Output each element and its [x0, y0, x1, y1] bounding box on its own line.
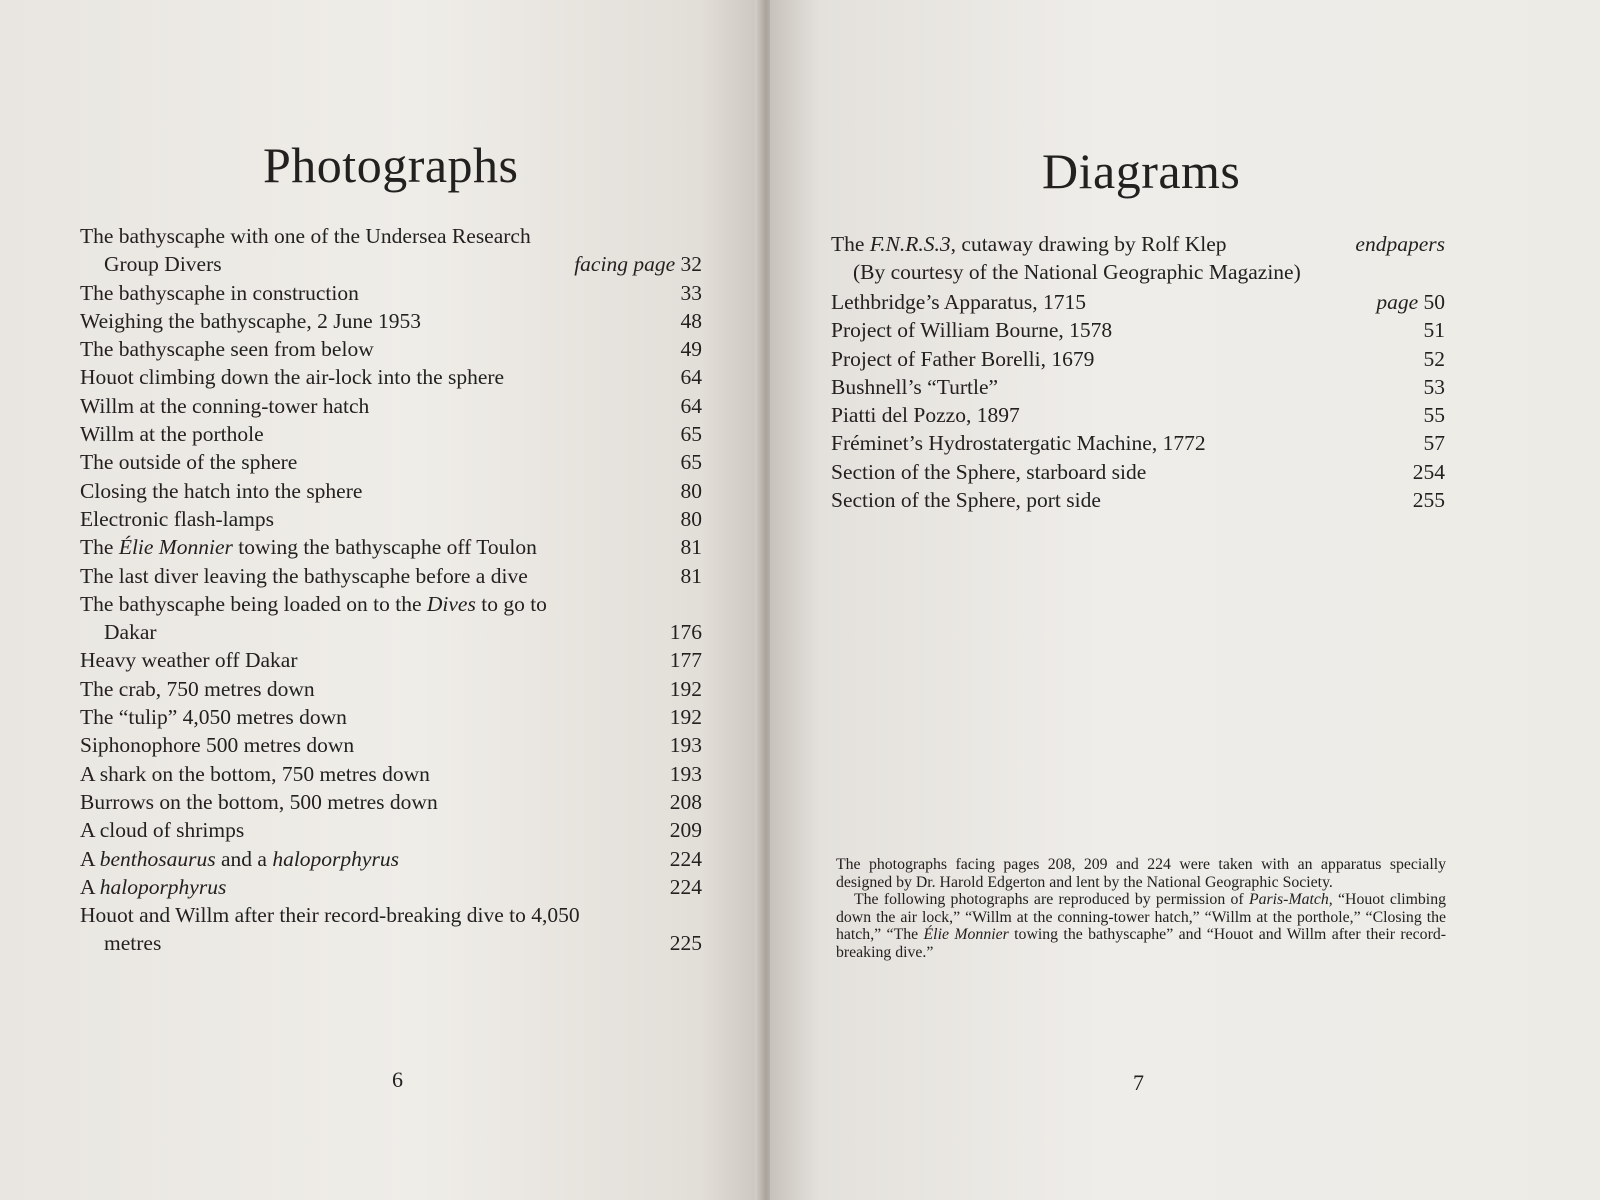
- entry-title: The crab, 750 metres down: [80, 676, 315, 701]
- entry-page: [670, 873, 702, 901]
- entry-page: [681, 448, 703, 476]
- list-item: [80, 816, 702, 844]
- list-item: [80, 392, 702, 420]
- list-item: [80, 703, 702, 731]
- entry-page-number: 224: [669, 874, 702, 899]
- list-item: [80, 731, 702, 759]
- entry-page-number: 193: [669, 761, 702, 786]
- entry-title: Project of Father Borelli, 1679: [831, 346, 1095, 371]
- entry-title: The F.N.R.S.3, cutaway drawing by Rolf Klep: [831, 232, 1227, 256]
- entry-page-number: 192: [669, 676, 702, 701]
- list-item: [831, 486, 1445, 514]
- entry-title: The outside of the sphere: [80, 450, 298, 475]
- list-item: [80, 562, 702, 590]
- entry-page: [1413, 458, 1445, 486]
- entry-page-number: 64: [680, 393, 702, 418]
- list-item: [831, 373, 1445, 401]
- credits-paragraph-1: The photographs facing pages 208, 209 and 224 were taken with an apparatus specially designed by Dr. Harold Edgerton and lent by the National Geographic Society.: [836, 856, 1446, 891]
- entry-title: Closing the hatch into the sphere: [80, 478, 363, 503]
- list-item: [80, 533, 702, 561]
- entry-page: [574, 250, 702, 278]
- entry-page-number: 33: [680, 280, 702, 305]
- entry-title: A cloud of shrimps: [80, 818, 245, 843]
- entry-page-number: 81: [680, 563, 702, 588]
- list-item: [80, 590, 702, 647]
- entry-page-number: 192: [669, 705, 702, 730]
- list-item: [80, 760, 702, 788]
- entry-page: [681, 279, 703, 307]
- entry-title: Electronic flash-lamps: [80, 506, 275, 531]
- entry-title: Willm at the conning-tower hatch: [80, 393, 370, 418]
- list-item: [831, 458, 1445, 486]
- entry-page-number: 80: [680, 506, 702, 531]
- list-item: [831, 288, 1445, 316]
- entry-title: Houot and Willm after their record-breaking dive to 4,050: [80, 903, 580, 928]
- entry-page: [1424, 316, 1446, 344]
- entry-title: The bathyscaphe in construction: [80, 280, 359, 305]
- list-item: [831, 429, 1445, 457]
- entry-page-number: 52: [1423, 346, 1445, 371]
- entry-continuation: Group Divers: [104, 252, 222, 277]
- page-number-left: 6: [392, 1067, 403, 1092]
- list-item: [831, 230, 1445, 287]
- entry-page-number: 53: [1423, 374, 1445, 399]
- entry-page: [670, 618, 702, 646]
- list-item: [80, 477, 702, 505]
- credits-note: [836, 856, 1446, 962]
- entry-italic: haloporphyrus: [99, 874, 227, 899]
- entry-page: [681, 307, 703, 335]
- entry-italic: benthosaurus: [99, 846, 216, 871]
- entry-page-prefix: facing page: [574, 252, 676, 277]
- entry-page-number: 57: [1423, 431, 1445, 456]
- entry-page-number: 49: [680, 337, 702, 362]
- list-item: [80, 335, 702, 363]
- entry-page-number: 32: [680, 252, 702, 277]
- entry-italic: haloporphyrus: [272, 846, 399, 871]
- entry-page-number: 65: [680, 422, 702, 447]
- entry-page: [681, 477, 703, 505]
- entry-title: Section of the Sphere, port side: [831, 488, 1101, 513]
- entry-page: [670, 816, 702, 844]
- entry-page-number: 193: [669, 733, 702, 758]
- entry-page: [1376, 288, 1445, 316]
- entry-page: [670, 675, 702, 703]
- entry-page: [681, 562, 703, 590]
- list-item: [80, 448, 702, 476]
- entry-page-number: 55: [1423, 403, 1445, 428]
- entry-page-number: 177: [669, 648, 702, 673]
- entry-text: The bathyscaphe being loaded on to the: [80, 591, 427, 616]
- entry-title: Willm at the porthole: [80, 422, 264, 447]
- entry-title: The bathyscaphe with one of the Undersea Research: [80, 224, 531, 248]
- list-item: [80, 873, 702, 901]
- entry-page-number: 176: [669, 620, 702, 645]
- entry-page-number: 64: [680, 365, 702, 390]
- entry-page-prefix: page: [1376, 290, 1419, 314]
- entry-page: [670, 731, 702, 759]
- list-item: [80, 788, 702, 816]
- entry-page-number: 50: [1423, 290, 1445, 314]
- entry-page-number: 51: [1423, 318, 1445, 343]
- entry-title: Piatti del Pozzo, 1897: [831, 403, 1020, 428]
- entry-page-number: 254: [1412, 459, 1445, 484]
- entry-title: Bushnell’s “Turtle”: [831, 374, 999, 399]
- list-item: [80, 845, 702, 873]
- entry-page-number: 255: [1412, 488, 1445, 513]
- list-item: [831, 345, 1445, 373]
- list-item: [80, 505, 702, 533]
- entry-page-number: 208: [669, 789, 702, 814]
- entry-page: [681, 533, 703, 561]
- left-page: [0, 0, 762, 1200]
- entry-page: [670, 703, 702, 731]
- list-item: [831, 316, 1445, 344]
- entry-page: [1413, 486, 1445, 514]
- entry-title: The “tulip” 4,050 metres down: [80, 705, 347, 730]
- entry-page: [1424, 429, 1446, 457]
- entry-text: and a: [215, 846, 273, 871]
- diagrams-list-pages: [831, 288, 1445, 514]
- entry-page: [670, 788, 702, 816]
- entry-title: [80, 533, 702, 561]
- entry-continuation: (By courtesy of the National Geographic Magazine): [853, 260, 1301, 285]
- diagrams-heading: Diagrams: [1042, 143, 1241, 199]
- entry-text: to go to: [475, 591, 547, 616]
- entry-page: [681, 363, 703, 391]
- list-item: [80, 222, 702, 279]
- photographs-list: [80, 222, 702, 958]
- entry-page: [681, 420, 703, 448]
- entry-italic: Élie Monnier: [118, 535, 233, 560]
- entry-title: Lethbridge’s Apparatus, 1715: [831, 290, 1086, 314]
- entry-title: Burrows on the bottom, 500 metres down: [80, 789, 438, 814]
- list-item: [80, 675, 702, 703]
- list-item: [80, 901, 702, 958]
- page-number-right: 7: [1133, 1070, 1144, 1095]
- entry-title: Houot climbing down the air-lock into the sphere: [80, 365, 505, 390]
- entry-page: [670, 845, 702, 873]
- entry-page: [681, 392, 703, 420]
- entry-page: [1424, 401, 1446, 429]
- entry-title: A shark on the bottom, 750 metres down: [80, 761, 430, 786]
- entry-text: A: [80, 846, 100, 871]
- entry-title: Heavy weather off Dakar: [80, 648, 298, 673]
- list-item: [80, 646, 702, 674]
- entry-page-label: endpapers: [1355, 232, 1445, 256]
- entry-page-number: 209: [669, 818, 702, 843]
- entry-title: [80, 590, 702, 618]
- entry-page: [681, 335, 703, 363]
- entry-page: [1424, 373, 1446, 401]
- list-item: [80, 307, 702, 335]
- entry-title: Project of William Bourne, 1578: [831, 318, 1113, 343]
- entry-title: Fréminet’s Hydrostatergatic Machine, 1772: [831, 431, 1206, 456]
- entry-page: [681, 505, 703, 533]
- entry-page: [1424, 345, 1446, 373]
- list-item: [831, 401, 1445, 429]
- entry-title: Section of the Sphere, starboard side: [831, 459, 1147, 484]
- entry-page-number: 48: [680, 308, 702, 333]
- entry-text: The: [80, 535, 119, 560]
- entry-page: [670, 646, 702, 674]
- entry-page: [670, 760, 702, 788]
- list-item: [80, 279, 702, 307]
- entry-page-number: 81: [680, 535, 702, 560]
- entry-continuation: metres: [104, 931, 162, 956]
- list-item: [80, 363, 702, 391]
- entry-title: [80, 873, 702, 901]
- credits-paragraph-2: The following photographs are reproduced by permission of Paris-Match, “Houot climbing down the air lock,” “Willm at the conning-tower hatch,” “Willm at the porthole,” “Closing the hatch,” “The Élie Monnier towing the bathyscaphe” and “Houot and Willm after their record-breaking dive.”: [836, 891, 1446, 961]
- entry-page-number: 80: [680, 478, 702, 503]
- entry-italic: Dives: [426, 591, 476, 616]
- entry-text: A: [80, 874, 100, 899]
- entry-title: Siphonophore 500 metres down: [80, 733, 355, 758]
- entry-page: [670, 929, 702, 957]
- entry-title: The last diver leaving the bathyscaphe before a dive: [80, 563, 528, 588]
- entry-title: [80, 845, 702, 873]
- diagrams-list: [831, 230, 1445, 287]
- entry-continuation: Dakar: [104, 620, 157, 645]
- entry-page-number: 225: [669, 931, 702, 956]
- entry-page-number: 65: [680, 450, 702, 475]
- entry-page-number: 224: [669, 846, 702, 871]
- list-item: [80, 420, 702, 448]
- entry-text: towing the bathyscaphe off Toulon: [232, 535, 537, 560]
- entry-title: The bathyscaphe seen from below: [80, 337, 374, 362]
- photographs-heading: Photographs: [263, 137, 519, 193]
- entry-title: Weighing the bathyscaphe, 2 June 1953: [80, 308, 421, 333]
